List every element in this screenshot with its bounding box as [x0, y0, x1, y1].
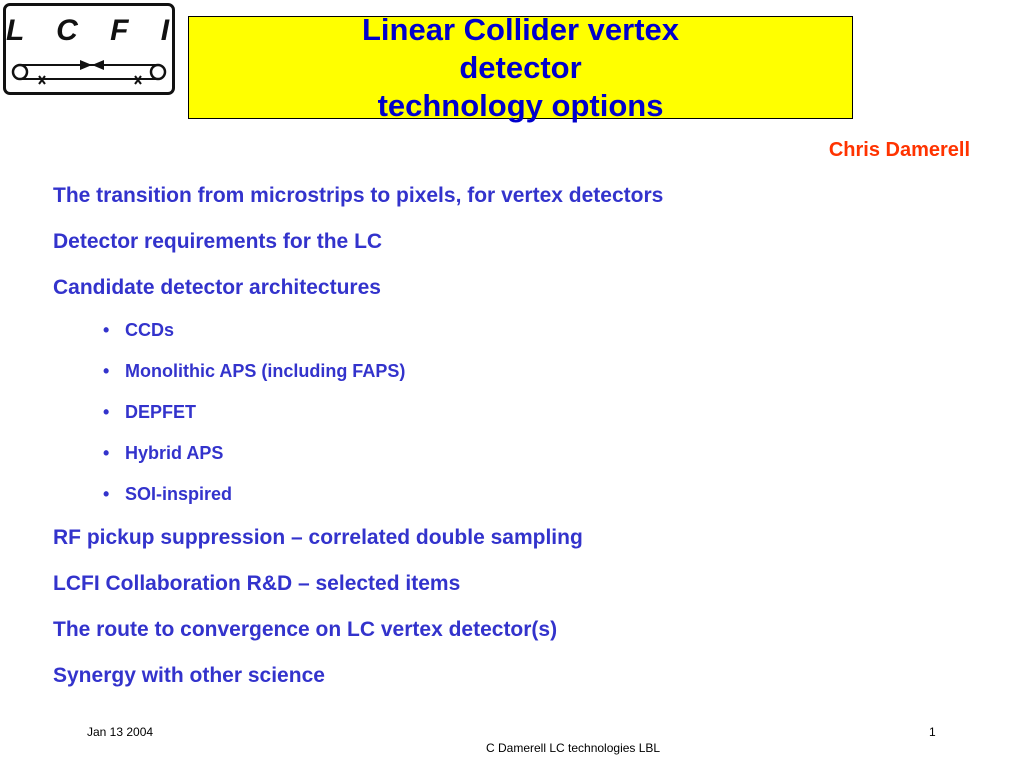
title-box	[188, 11, 853, 123]
sub-bullet	[103, 443, 223, 464]
sub-bullet-label: Monolithic APS (including FAPS)	[125, 361, 406, 381]
agenda-item: RF pickup suppression – correlated double sampling	[53, 526, 583, 549]
sub-bullet-label: Hybrid APS	[125, 443, 224, 463]
footer-date: Jan 13 2004	[87, 725, 154, 739]
sub-bullet-label: CCDs	[125, 320, 175, 340]
title-line-2: technology options	[377, 87, 664, 123]
agenda-item: LCFI Collaboration R&D – selected items	[53, 572, 461, 595]
sub-bullet	[103, 320, 174, 341]
agenda-item: The transition from microstrips to pixels, for vertex detectors	[53, 184, 664, 207]
agenda-item: Candidate detector architectures	[53, 276, 381, 299]
logo-beam-icon	[6, 54, 172, 90]
lcfi-logo	[3, 3, 182, 95]
bullet-icon: •	[103, 320, 110, 340]
agenda-item: Detector requirements for the LC	[53, 230, 383, 253]
sub-bullet-label: DEPFET	[125, 402, 197, 422]
sub-bullet	[103, 402, 196, 423]
agenda-item: The route to convergence on LC vertex detector(s)	[53, 618, 558, 641]
bullet-icon: •	[103, 402, 110, 422]
agenda-item: Synergy with other science	[53, 664, 325, 687]
sub-bullet	[103, 484, 232, 505]
sub-bullet	[103, 361, 405, 382]
bullet-icon: •	[103, 484, 110, 504]
footer-credit: C Damerell LC technologies LBL	[486, 741, 661, 755]
sub-bullet-label: SOI-inspired	[125, 484, 233, 504]
bullet-icon: •	[103, 361, 110, 381]
bullet-icon: •	[103, 443, 110, 463]
slide-title	[311, 11, 731, 125]
author-name: Chris Damerell	[828, 139, 970, 161]
footer-page-number: 1	[929, 725, 936, 739]
title-line-1: Linear Collider vertex detector	[361, 11, 679, 85]
logo-letters: L C F I	[6, 14, 182, 47]
